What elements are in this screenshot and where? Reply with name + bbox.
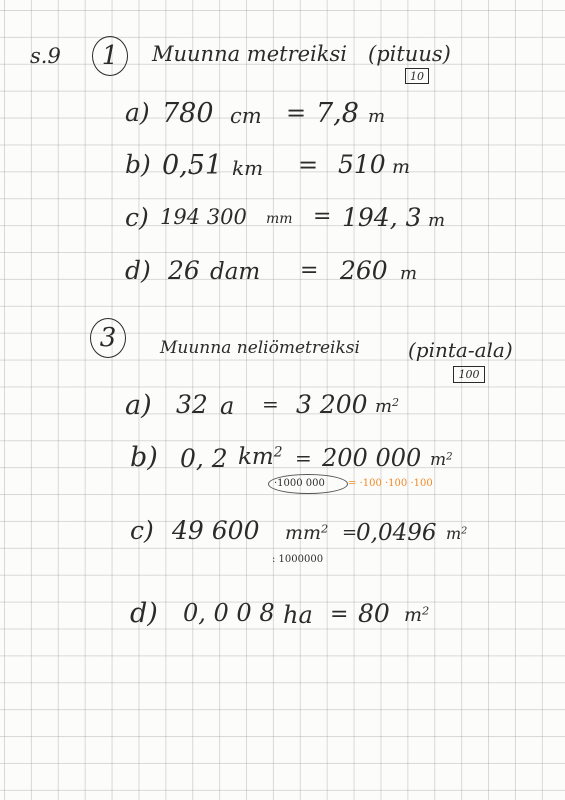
row-result: 194, 3 xyxy=(342,203,422,232)
row-result: 0,0496 xyxy=(356,520,437,546)
row-result-unit: $m^2$ xyxy=(430,450,453,470)
page-reference: s.9 xyxy=(30,44,61,68)
row-unit: $km^2$ xyxy=(238,444,283,470)
row-value: 26 xyxy=(168,256,200,285)
row-value: 49 600 xyxy=(172,516,260,545)
row-label: b) xyxy=(125,150,151,179)
row-label: a) xyxy=(125,98,150,127)
row-unit: mm xyxy=(266,211,293,227)
task-number-circle-1 xyxy=(92,36,128,76)
row-unit: km xyxy=(232,156,264,180)
row-value: 0,51 xyxy=(162,150,223,181)
row-value: 32 xyxy=(176,390,208,419)
row-equals: = xyxy=(286,99,307,127)
factor-breakdown-note: = ·100 ·100 ·100 xyxy=(348,478,433,489)
row-label: d) xyxy=(130,598,158,629)
row-equals: = xyxy=(295,446,312,470)
task3-note: (pinta-ala) xyxy=(408,338,513,362)
task-number-3: 3 xyxy=(99,323,117,353)
row-result-unit: m xyxy=(392,156,411,178)
row-label: b) xyxy=(130,442,158,473)
row-result-unit: m xyxy=(428,210,446,231)
row-value: 194 300 xyxy=(160,205,247,229)
row-result: 80 xyxy=(358,599,390,628)
task3-factor-box xyxy=(453,366,485,383)
task3-factor: 100 xyxy=(458,368,480,381)
row-unit: a xyxy=(220,392,235,420)
row-equals: = xyxy=(313,204,332,229)
row-equals: = xyxy=(262,392,279,416)
row-label: c) xyxy=(130,516,154,545)
row-result: 7,8 xyxy=(316,98,359,129)
task3-title: Muunna neliömetreiksi xyxy=(160,338,360,358)
row-result: 3 200 xyxy=(296,390,368,419)
row-result: 200 000 xyxy=(322,444,422,472)
task1-title: Muunna metreiksi xyxy=(152,42,347,66)
row-unit: ha xyxy=(283,601,313,629)
row-equals: = xyxy=(342,522,358,543)
row-unit: $mm^2$ xyxy=(285,521,329,544)
row-value: 780 xyxy=(162,98,214,129)
row-label: c) xyxy=(125,203,149,232)
row-result: 510 xyxy=(338,150,386,179)
row-result-unit: m xyxy=(400,263,418,284)
circled-factor-note: ·1000 000 xyxy=(274,478,325,489)
row-value: 0, 0 0 8 xyxy=(183,599,275,627)
division-note: : 1000000 xyxy=(272,554,324,565)
row-equals: = xyxy=(300,258,319,283)
task-number-circle-3 xyxy=(90,318,126,358)
row-equals: = xyxy=(330,602,349,627)
row-result-unit: $m^2$ xyxy=(446,524,468,543)
row-unit: dam xyxy=(210,259,261,285)
row-result-unit: $m^2$ xyxy=(375,396,399,417)
row-equals: = xyxy=(298,151,319,179)
row-value: 0, 2 xyxy=(180,444,228,473)
task1-factor-box xyxy=(405,68,429,84)
row-result-unit: $m^2$ xyxy=(404,603,430,626)
row-label: d) xyxy=(125,256,151,285)
row-label: a) xyxy=(125,390,152,421)
task1-note: (pituus) xyxy=(368,42,451,66)
row-unit: cm xyxy=(230,104,262,128)
row-result: 260 xyxy=(340,256,388,285)
row-result-unit: m xyxy=(368,106,386,127)
task1-factor: 10 xyxy=(410,69,424,83)
task-number-1: 1 xyxy=(101,41,119,71)
